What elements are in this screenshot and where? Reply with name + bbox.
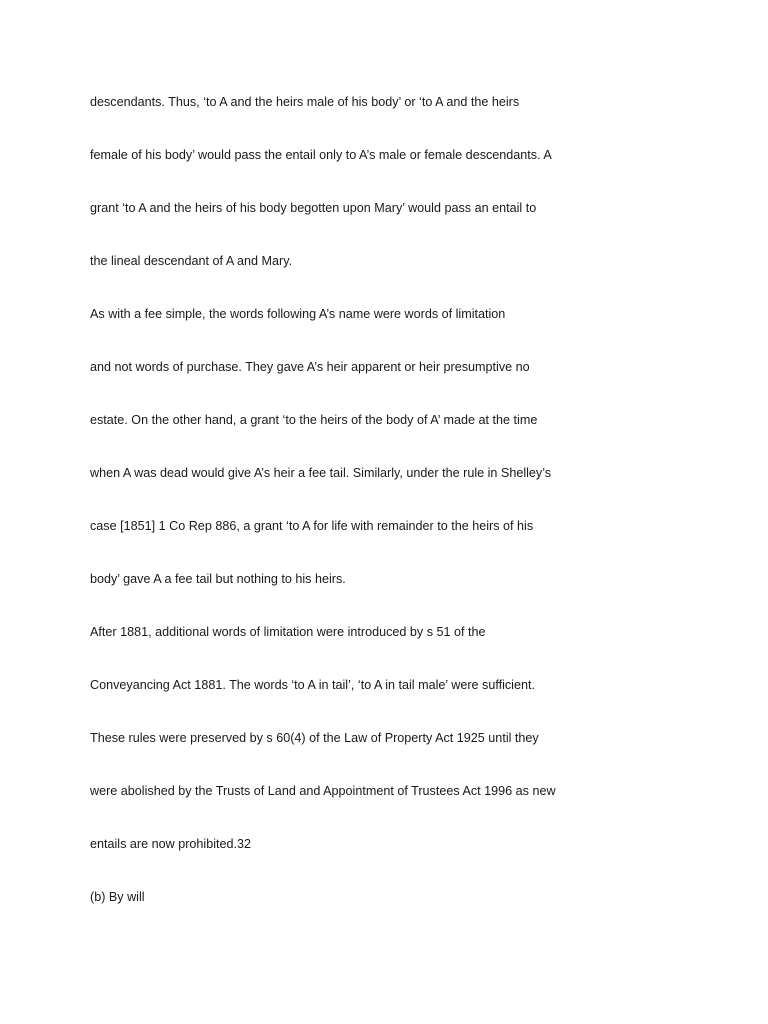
text-line: After 1881, additional words of limitation were introduced by s 51 of the <box>90 625 486 639</box>
text-line: These rules were preserved by s 60(4) of the Law of Property Act 1925 until they <box>90 731 539 745</box>
text-line: As with a fee simple, the words following A’s name were words of limitation <box>90 307 506 321</box>
text-line: entails are now prohibited.32 <box>90 837 252 851</box>
text-line: female of his body’ would pass the entail only to A’s male or female descendants. A <box>90 148 552 162</box>
section-heading: (b) By will <box>90 890 145 904</box>
text-line: and not words of purchase. They gave A’s heir apparent or heir presumptive no <box>90 360 530 374</box>
text-line: the lineal descendant of A and Mary. <box>90 254 293 268</box>
text-line: when A was dead would give A’s heir a fee tail. Similarly, under the rule in Shelley’s <box>90 466 552 480</box>
text-line: grant ‘to A and the heirs of his body begotten upon Mary’ would pass an entail to <box>90 201 537 215</box>
text-line: Conveyancing Act 1881. The words ‘to A in tail’, ‘to A in tail male’ were sufficient. <box>90 678 535 692</box>
body-text <box>90 91 730 939</box>
text-line: estate. On the other hand, a grant ‘to the heirs of the body of A’ made at the time <box>90 413 538 427</box>
text-line: descendants. Thus, ‘to A and the heirs male of his body’ or ‘to A and the heirs <box>90 95 520 109</box>
text-line: case [1851] 1 Co Rep 886, a grant ‘to A for life with remainder to the heirs of his <box>90 519 534 533</box>
text-line: were abolished by the Trusts of Land and Appointment of Trustees Act 1996 as new <box>90 784 556 798</box>
text-line: body’ gave A a fee tail but nothing to his heirs. <box>90 572 346 586</box>
